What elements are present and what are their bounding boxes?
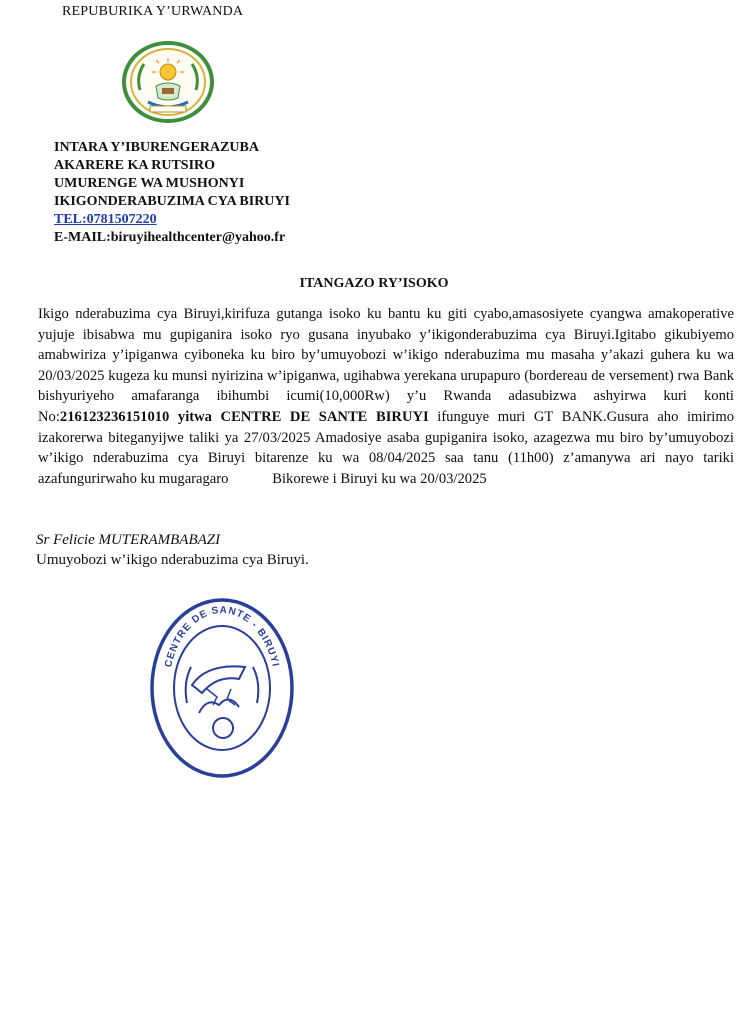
- telephone-link[interactable]: TEL:0781507220: [54, 212, 157, 227]
- signature-block: [36, 530, 309, 570]
- republic-name: REPUBURIKA Y’URWANDA: [62, 4, 244, 19]
- notice-title: ITANGAZO RY’ISOKO: [299, 276, 449, 291]
- province-line: INTARA Y’IBURENGERAZUBA: [54, 140, 259, 155]
- body-part-1: Ikigo nderabuzima cya Biruyi,kirifuza gutanga isoko ku bantu ku giti cyabo,amasosiyete cyangwa amakoperative yujuje ibisabwa mu gupiganira isoko ryo gusana inyubako y’ikigonderabuzima cya Biruyi.Igitabo gikubiyemo amabwiriza y’ipiganwa cyiboneka ku biro by’umuyobozi w’ikigo nderabuzima mu masaha y’akazi guhera ku wa 20/03/2025 kugeza ku munsi nyirizina w’ipiganwa, ugihabwa yerekana urupapuro (bordereau de versement) rwa Bank bishyuriyeho amafaranga ibihumbi icumi(10,000Rw) y’u Rwanda adasubizwa ashyirwa kuri konti No:: [38, 306, 734, 425]
- signatory-name: Sr Felicie MUTERAMBABAZI: [36, 532, 221, 548]
- svg-text:CENTRE DE SANTE - BIRUYI: CENTRE DE SANTE - BIRUYI: [163, 604, 281, 669]
- body-part-2: ifunguye muri GT BANK.Gusura aho imirimo izakorerwa biteganyijwe taliki ya 27/03/2025 Amadosiye asaba gupiganira isoko, azagezwa mu biro by’umuyobozi w’ikigo nderabuzima cya Biruyi bitarenze ku wa 08/04/2025 saa tanu (11h00) z’amanywa ari nayo tariki azafungurirwaho ku mugaragaro: [38, 408, 734, 487]
- notice-body: [38, 304, 734, 489]
- rwanda-coat-of-arms-emblem: [120, 40, 216, 124]
- done-at-line: Bikorewe i Biruyi ku wa 20/03/2025: [272, 470, 487, 487]
- header-block: [54, 139, 290, 247]
- signatory-role: Umuyobozi w’ikigo nderabuzima cya Biruyi.: [36, 552, 309, 568]
- official-stamp-seal: [147, 593, 297, 778]
- sector-line: UMURENGE WA MUSHONYI: [54, 176, 245, 191]
- email-line: E-MAIL:biruyihealthcenter@yahoo.fr: [54, 230, 286, 245]
- facility-line: IKIGONDERABUZIMA CYA BIRUYI: [54, 194, 290, 209]
- notice-paragraph: [38, 304, 734, 489]
- district-line: AKARERE KA RUTSIRO: [54, 158, 216, 173]
- bank-account-bold: 216123236151010 yitwa CENTRE DE SANTE BIRUYI: [59, 408, 429, 425]
